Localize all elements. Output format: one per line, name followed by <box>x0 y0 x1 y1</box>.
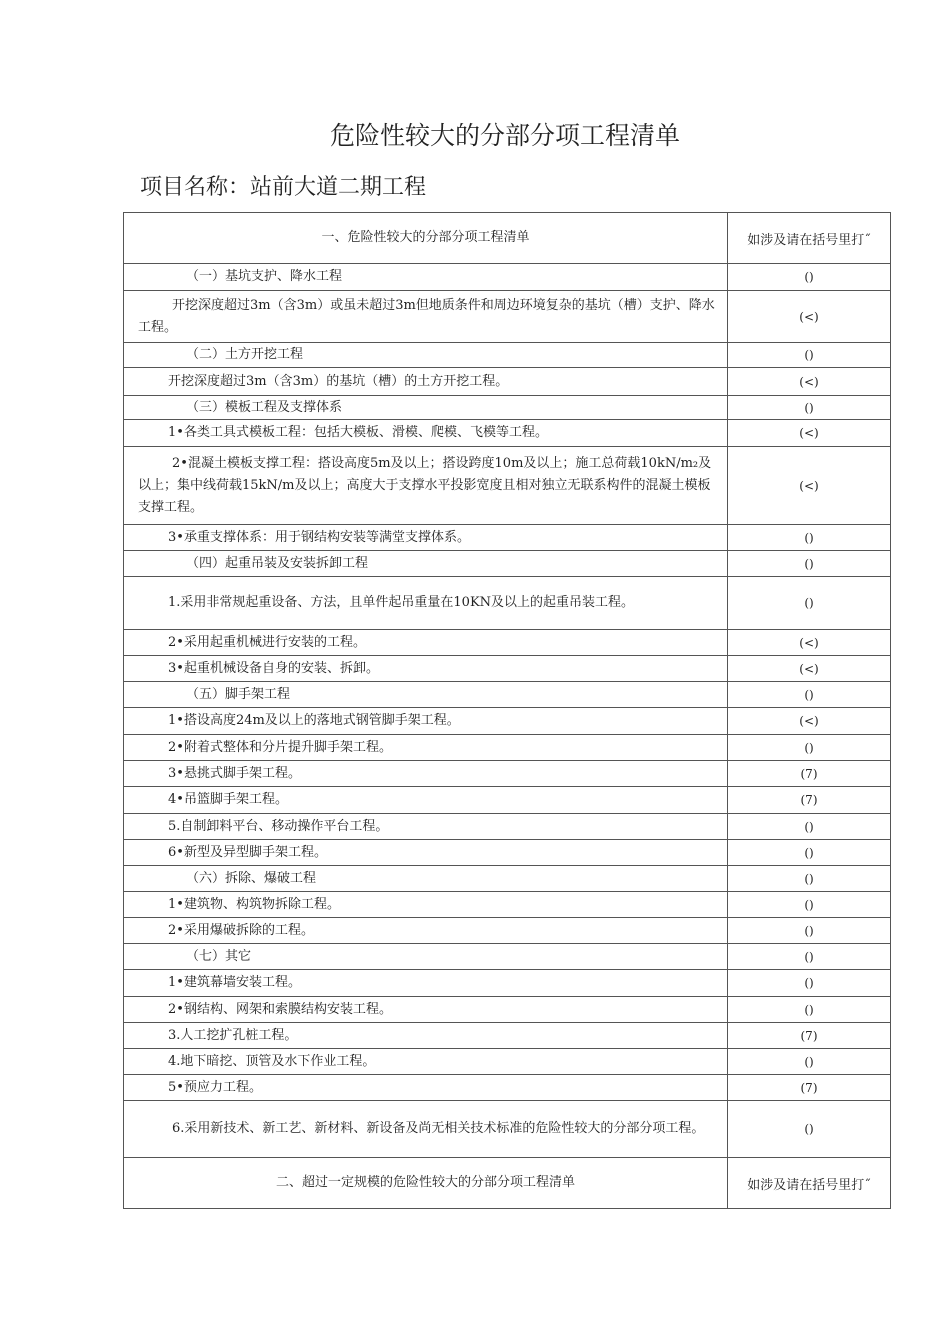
list-heading: 二、超过一定规模的危险性较大的分部分项工程清单 <box>124 1158 728 1209</box>
check-mark: () <box>728 997 891 1023</box>
table-row <box>124 708 891 735</box>
item-description: 5•预应力工程。 <box>124 1075 728 1101</box>
list-heading: 一、危险性较大的分部分项工程清单 <box>124 213 728 264</box>
page-title: 危险性较大的分部分项工程清单 <box>329 121 680 150</box>
mark-instruction: 如涉及请在括号里打˝ <box>728 1158 891 1209</box>
item-description: 2•混凝土模板支撑工程：搭设高度5m及以上；搭设跨度10m及以上；施工总荷载10kN/m₂及以上；集中线荷载15kN/m及以上；高度大于支撑水平投影宽度且相对独立无联系构件的混凝土模板支撑工程。 <box>124 447 728 525</box>
table-row <box>124 997 891 1023</box>
item-description: 4•吊篮脚手架工程。 <box>124 787 728 814</box>
table-row <box>124 761 891 787</box>
check-mark: (7) <box>728 787 891 814</box>
item-description: 2•采用爆破拆除的工程。 <box>124 918 728 944</box>
table-row <box>124 368 891 396</box>
check-mark: () <box>728 577 891 630</box>
check-mark: () <box>728 814 891 840</box>
project-name: 项目名称：站前大道二期工程 <box>140 175 427 200</box>
section-row <box>124 682 891 708</box>
check-mark: () <box>728 944 891 970</box>
table-row <box>124 630 891 656</box>
table-row <box>124 447 891 525</box>
item-description: （四）起重吊装及安装拆卸工程 <box>124 551 728 577</box>
item-description: 5.自制卸料平台、移动操作平台工程。 <box>124 814 728 840</box>
item-description: 1•搭设高度24m及以上的落地式钢管脚手架工程。 <box>124 708 728 735</box>
table-row <box>124 814 891 840</box>
table-row <box>124 787 891 814</box>
check-mark: (<) <box>728 368 891 396</box>
section-row <box>124 396 891 420</box>
item-description: 6•新型及异型脚手架工程。 <box>124 840 728 866</box>
check-mark: (<) <box>728 447 891 525</box>
section-row <box>124 264 891 291</box>
item-description: （七）其它 <box>124 944 728 970</box>
table-row <box>124 1101 891 1158</box>
check-mark: () <box>728 918 891 944</box>
table-header-row <box>124 213 891 264</box>
check-mark: (7) <box>728 1023 891 1049</box>
check-mark: (<) <box>728 420 891 447</box>
table-row <box>124 525 891 551</box>
item-description: 3•起重机械设备自身的安装、拆卸。 <box>124 656 728 682</box>
hazard-list-table <box>123 212 891 1209</box>
table-row <box>124 1023 891 1049</box>
check-mark: () <box>728 551 891 577</box>
item-description: 开挖深度超过3m（含3m）的基坑（槽）的土方开挖工程。 <box>124 368 728 396</box>
item-description: 3•承重支撑体系：用于钢结构安装等满堂支撑体系。 <box>124 525 728 551</box>
table-row <box>124 892 891 918</box>
item-description: 1•建筑幕墙安装工程。 <box>124 970 728 997</box>
check-mark: (<) <box>728 708 891 735</box>
check-mark: (<) <box>728 656 891 682</box>
mark-instruction: 如涉及请在括号里打˝ <box>728 213 891 264</box>
section-row <box>124 551 891 577</box>
item-description: 4.地下暗挖、顶管及水下作业工程。 <box>124 1049 728 1075</box>
check-mark: () <box>728 892 891 918</box>
item-description: （一）基坑支护、降水工程 <box>124 264 728 291</box>
check-mark: (7) <box>728 761 891 787</box>
item-description: 3.人工挖扩孔桩工程。 <box>124 1023 728 1049</box>
check-mark: (7) <box>728 1075 891 1101</box>
check-mark: () <box>728 1101 891 1158</box>
item-description: 3•悬挑式脚手架工程。 <box>124 761 728 787</box>
check-mark: (<) <box>728 630 891 656</box>
check-mark: () <box>728 682 891 708</box>
item-description: 开挖深度超过3m（含3m）或虽未超过3m但地质条件和周边环境复杂的基坑（槽）支护、降水工程。 <box>124 291 728 343</box>
table-body <box>124 213 891 1209</box>
check-mark: () <box>728 1049 891 1075</box>
table-row <box>124 420 891 447</box>
check-mark: (<) <box>728 291 891 343</box>
item-description: （六）拆除、爆破工程 <box>124 866 728 892</box>
table-row <box>124 970 891 997</box>
section-row <box>124 944 891 970</box>
check-mark: () <box>728 264 891 291</box>
check-mark: () <box>728 970 891 997</box>
item-description: 1•建筑物、构筑物拆除工程。 <box>124 892 728 918</box>
table-row <box>124 656 891 682</box>
table-row <box>124 1075 891 1101</box>
check-mark: () <box>728 735 891 761</box>
section-row <box>124 343 891 368</box>
item-description: 1.采用非常规起重设备、方法，且单件起吊重量在10KN及以上的起重吊装工程。 <box>124 577 728 630</box>
table-header-row <box>124 1158 891 1209</box>
check-mark: () <box>728 525 891 551</box>
check-mark: () <box>728 396 891 420</box>
item-description: （二）土方开挖工程 <box>124 343 728 368</box>
check-mark: () <box>728 840 891 866</box>
item-description: 2•附着式整体和分片提升脚手架工程。 <box>124 735 728 761</box>
item-description: 6.采用新技术、新工艺、新材料、新设备及尚无相关技术标准的危险性较大的分部分项工程。 <box>124 1101 728 1158</box>
check-mark: () <box>728 343 891 368</box>
table-row <box>124 735 891 761</box>
table-row <box>124 291 891 343</box>
check-mark: () <box>728 866 891 892</box>
item-description: 1•各类工具式模板工程：包括大模板、滑模、爬模、飞模等工程。 <box>124 420 728 447</box>
section-row <box>124 866 891 892</box>
item-description: （五）脚手架工程 <box>124 682 728 708</box>
item-description: （三）模板工程及支撑体系 <box>124 396 728 420</box>
table-row <box>124 840 891 866</box>
table-row <box>124 577 891 630</box>
table-row <box>124 1049 891 1075</box>
item-description: 2•采用起重机械进行安装的工程。 <box>124 630 728 656</box>
item-description: 2•钢结构、网架和索膜结构安装工程。 <box>124 997 728 1023</box>
table-row <box>124 918 891 944</box>
